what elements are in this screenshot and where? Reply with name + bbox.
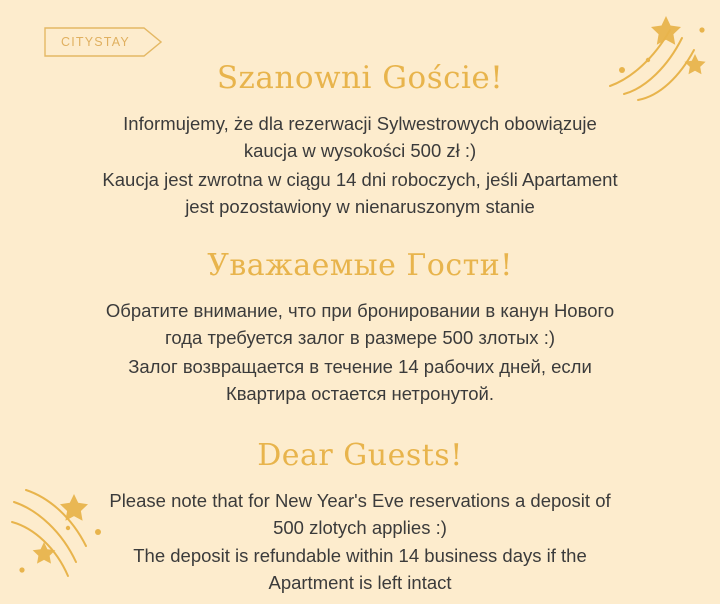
heading-english: Dear Guests!	[257, 437, 463, 473]
text-line: The deposit is refundable within 14 business days if the	[133, 545, 587, 567]
text-line: Залог возвращается в течение 14 рабочих дней, если	[128, 356, 592, 378]
section-polish	[40, 60, 680, 220]
paragraph-english-2	[60, 543, 660, 597]
text-line: Квартира остается нетронутой.	[226, 382, 494, 404]
text-line: jest pozostawiony w nienaruszonym stanie	[185, 195, 535, 217]
heading-russian: Уважаемые Гости!	[207, 248, 513, 284]
text-line: 500 zlotych applies :)	[273, 516, 447, 538]
text-line: Please note that for New Year's Eve reservations a deposit of	[109, 489, 611, 511]
text-line: kaucja w wysokości 500 zł :)	[243, 140, 477, 161]
text-line: Informujemy, że dla rezerwacji Sylwestrowych obowiązuje	[123, 113, 597, 135]
brand-logo-text: CITYSTAY	[61, 35, 130, 49]
text-line: Обратите внимание, что при бронировании в канун Нового	[105, 300, 615, 322]
paragraph-russian-1	[60, 298, 660, 352]
text-line: Kaucja jest zwrotna w ciągu 14 dni roboczych, jeśli Apartament	[102, 168, 618, 190]
text-line: года требуется залог в размере 500 злотых :)	[165, 327, 555, 349]
section-russian	[40, 248, 680, 407]
paragraph-english-1	[60, 488, 660, 542]
paragraph-polish-1	[60, 111, 660, 165]
paragraph-russian-2	[60, 354, 660, 408]
text-line: Apartment is left intact	[268, 572, 452, 594]
heading-polish: Szanowni Goście!	[216, 60, 504, 96]
paragraph-polish-2	[60, 167, 660, 221]
section-english	[40, 438, 680, 597]
